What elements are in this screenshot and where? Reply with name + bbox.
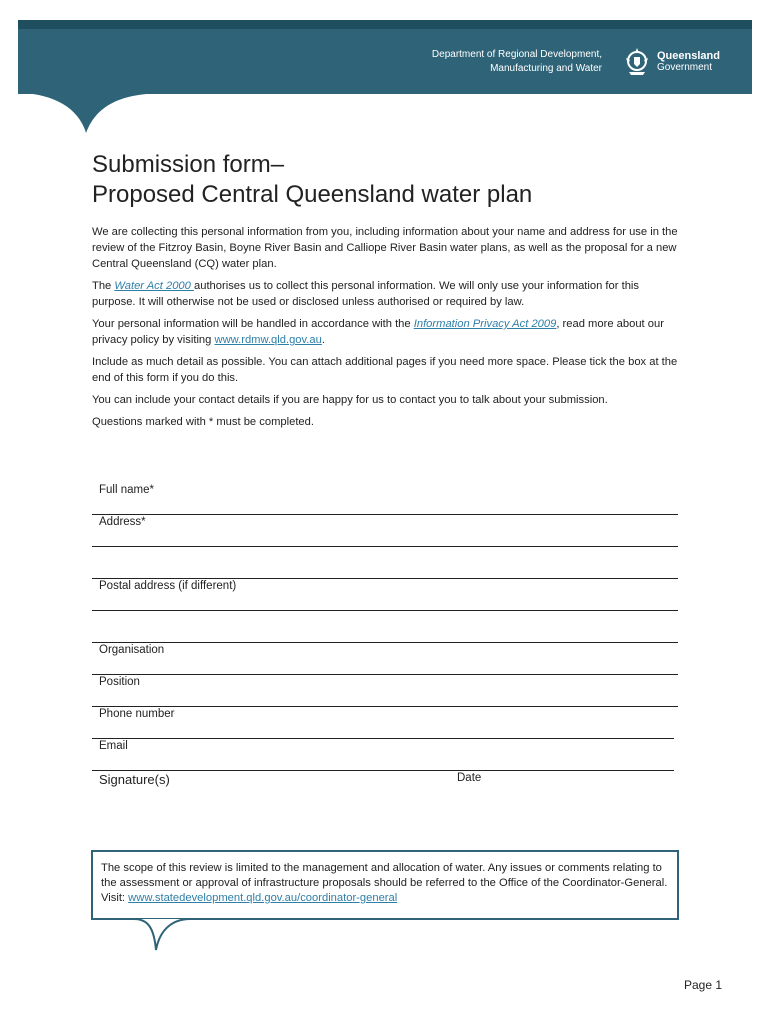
signature-label: Signature(s) — [99, 772, 170, 787]
full-name-field[interactable] — [92, 514, 678, 515]
full-name-label: Full name* — [99, 484, 154, 496]
email-field[interactable] — [92, 770, 674, 771]
queensland-crest-icon — [620, 44, 654, 78]
intro-paragraph-contact: You can include your contact details if you are happy for us to contact you to talk about your submission. — [92, 394, 608, 406]
postal-address-field-line-1[interactable] — [92, 610, 678, 611]
page-title — [92, 150, 532, 210]
phone-number-label: Phone number — [99, 708, 175, 720]
organisation-label: Organisation — [99, 644, 165, 656]
intro-text — [92, 224, 684, 436]
intro-paragraph-collection: We are collecting this personal information from you, including information about your name and address for use in the review of the Fitzroy Basin, Boyne River Basin and Calliope River Basin water plans, as well as the proposal for a new Central Queensland (CQ) water plan. — [92, 226, 678, 270]
water-act-link[interactable]: Water Act 2000 — [114, 280, 194, 292]
email-label: Email — [99, 740, 128, 752]
header-curve — [18, 93, 168, 133]
title-line-2: Proposed Central Queensland water plan — [92, 181, 533, 208]
position-field[interactable] — [92, 706, 678, 707]
phone-number-field[interactable] — [92, 738, 674, 739]
postal-address-field-line-2[interactable] — [92, 642, 678, 643]
scope-note-text: The scope of this review is limited to the management and allocation of water. Any issues or comments relating to the assessment or approval of infrastructure proposals should be referred to the Office of the Coordinator-General. Visit: — [101, 862, 668, 904]
scope-box-tail — [134, 918, 194, 952]
date-label: Date — [457, 772, 482, 784]
title-line-1: Submission form– — [92, 151, 285, 178]
intro-paragraph-detail: Include as much detail as possible. You can attach additional pages if you need more space. Please tick the box at the end of this form if you do this. — [92, 356, 678, 384]
postal-address-label: Postal address (if different) — [99, 580, 237, 592]
intro-paragraph-required: Questions marked with * must be completed. — [92, 416, 314, 428]
page-number: Page 1 — [684, 978, 723, 992]
address-field-line-1[interactable] — [92, 546, 678, 547]
logo-text-queensland: Queensland — [657, 50, 720, 62]
scope-note-box — [91, 850, 679, 920]
organisation-field[interactable] — [92, 674, 678, 675]
logo-text-government: Government — [657, 62, 713, 73]
intro-paragraph-water-act: The Water Act 2000 authorises us to collect this personal information. We will only use your information for this purpose. It will otherwise not be used or disclosed unless authorised or required by law. — [92, 280, 640, 308]
address-field-line-2[interactable] — [92, 578, 678, 579]
coordinator-general-link[interactable]: www.statedevelopment.qld.gov.au/coordinator-general — [128, 892, 398, 904]
queensland-government-logo — [620, 44, 720, 78]
address-label: Address* — [99, 516, 146, 528]
intro-paragraph-privacy: Your personal information will be handled in accordance with the Information Privacy Act 2009, read more about our privacy policy by visiting www.rdmw.qld.gov.au. — [92, 318, 664, 346]
information-privacy-act-link[interactable]: Information Privacy Act 2009 — [413, 318, 557, 330]
department-name: Department of Regional Development, Manufacturing and Water — [431, 49, 602, 74]
rdmw-website-link[interactable]: www.rdmw.qld.gov.au — [214, 334, 322, 346]
position-label: Position — [99, 676, 140, 688]
